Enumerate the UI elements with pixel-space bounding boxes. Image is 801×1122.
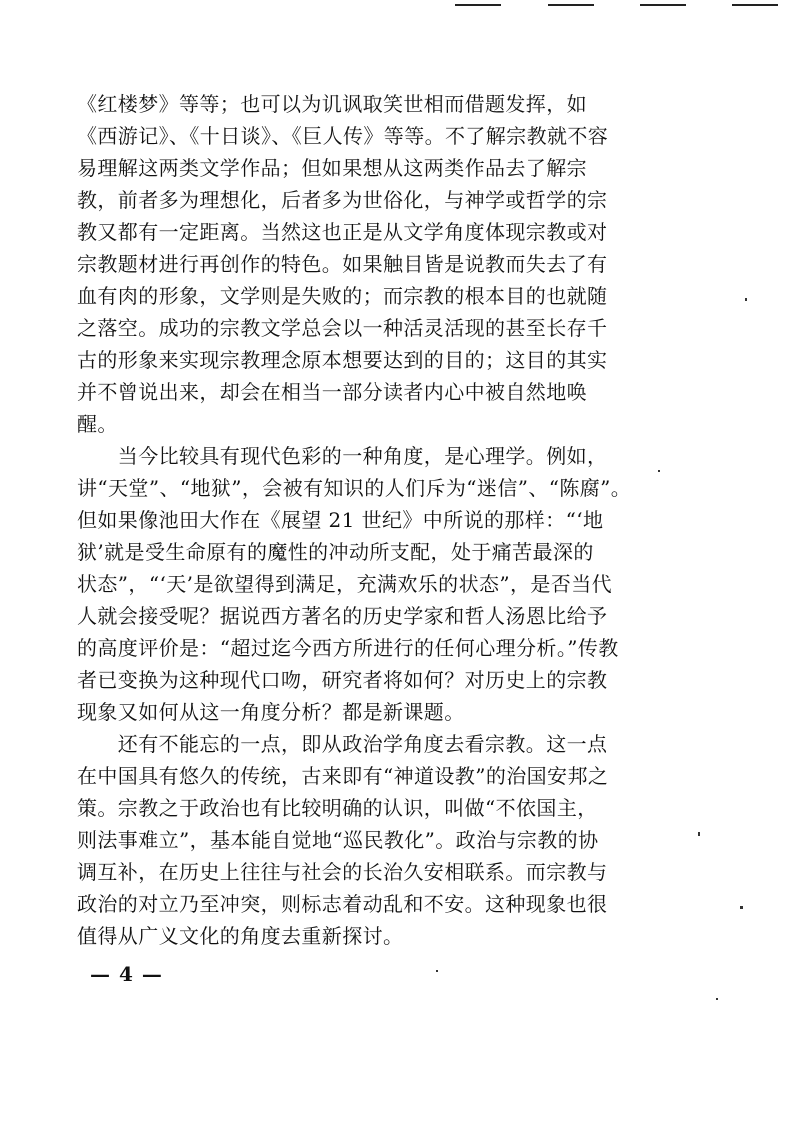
text-line: 则法事难立”，基本能自觉地“巡民教化”。政治与宗教的协	[77, 828, 599, 852]
text-line: 但如果像池田大作在《展望 21 世纪》中所说的那样：“‘地	[77, 508, 604, 532]
paragraph-3	[77, 728, 633, 952]
top-rule-3	[640, 4, 686, 6]
text-line: 并不曾说出来，却会在相当一部分读者内心中被自然地唤	[77, 380, 587, 404]
text-line: 《红楼梦》等等；也可以为讥讽取笑世相而借题发挥，如	[77, 92, 587, 116]
scan-speck	[745, 298, 747, 301]
page-number: — 4 —	[90, 962, 163, 986]
text-line: 现象又如何从这一角度分析？都是新课题。	[77, 700, 465, 724]
text-line: 狱’就是受生命原有的魔性的冲动所支配，处于痛苦最深的	[77, 540, 594, 564]
scan-speck	[698, 832, 700, 836]
text-line: 宗教题材进行再创作的特色。如果触目皆是说教而失去了有	[77, 252, 608, 276]
text-line: 教又都有一定距离。当然这也正是从文学角度体现宗教或对	[77, 220, 608, 244]
text-line: 醒。	[77, 412, 118, 436]
top-rule-1	[455, 4, 501, 6]
paragraph-1	[77, 88, 633, 440]
text-line: 策。宗教之于政治也有比较明确的认识，叫做“不依国主，	[77, 796, 598, 820]
text-line: 者已变换为这种现代口吻，研究者将如何？对历史上的宗教	[77, 668, 608, 692]
scan-speck	[716, 998, 718, 1000]
text-line: 教，前者多为理想化，后者多为世俗化，与神学或哲学的宗	[77, 188, 608, 212]
text-line: 的高度评价是：“超过迄今西方所进行的任何心理分析。”传教	[77, 636, 619, 660]
text-line: 政治的对立乃至冲突，则标志着动乱和不安。这种现象也很	[77, 892, 608, 916]
text-line: 值得从广义文化的角度去重新探讨。	[77, 924, 404, 948]
scan-speck	[658, 470, 660, 472]
text-line: 《西游记》、《十日谈》、《巨人传》等等。不了解宗教就不容	[77, 124, 609, 148]
text-line: 调互补，在历史上往往与社会的长治久安相联系。而宗教与	[77, 860, 608, 884]
text-line: 状态”，“‘天’是欲望得到满足，充满欢乐的状态”，是否当代	[77, 572, 612, 596]
text-line: 血有肉的形象，文学则是失败的；而宗教的根本目的也就随	[77, 284, 608, 308]
text-line: 讲“天堂”、“地狱”，会被有知识的人们斥为“迷信”、“陈腐”。	[77, 476, 632, 500]
top-rule-2	[548, 4, 594, 6]
text-line: 易理解这两类文学作品；但如果想从这两类作品去了解宗	[77, 156, 587, 180]
text-line: 还有不能忘的一点，即从政治学角度去看宗教。这一点	[77, 732, 608, 756]
scan-speck	[740, 906, 743, 909]
text-line: 人就会接受呢？据说西方著名的历史学家和哲人汤恩比给予	[77, 604, 608, 628]
text-line: 当今比较具有现代色彩的一种角度，是心理学。例如，	[77, 444, 608, 468]
text-line: 在中国具有悠久的传统，古来即有“神道设教”的治国安邦之	[77, 764, 609, 788]
scan-speck	[436, 970, 438, 972]
text-line: 之落空。成功的宗教文学总会以一种活灵活现的甚至长存千	[77, 316, 608, 340]
text-line: 古的形象来实现宗教理念原本想要达到的目的；这目的其实	[77, 348, 608, 372]
top-rule-4	[732, 4, 778, 6]
page-body	[77, 88, 633, 952]
paragraph-2	[77, 440, 633, 728]
